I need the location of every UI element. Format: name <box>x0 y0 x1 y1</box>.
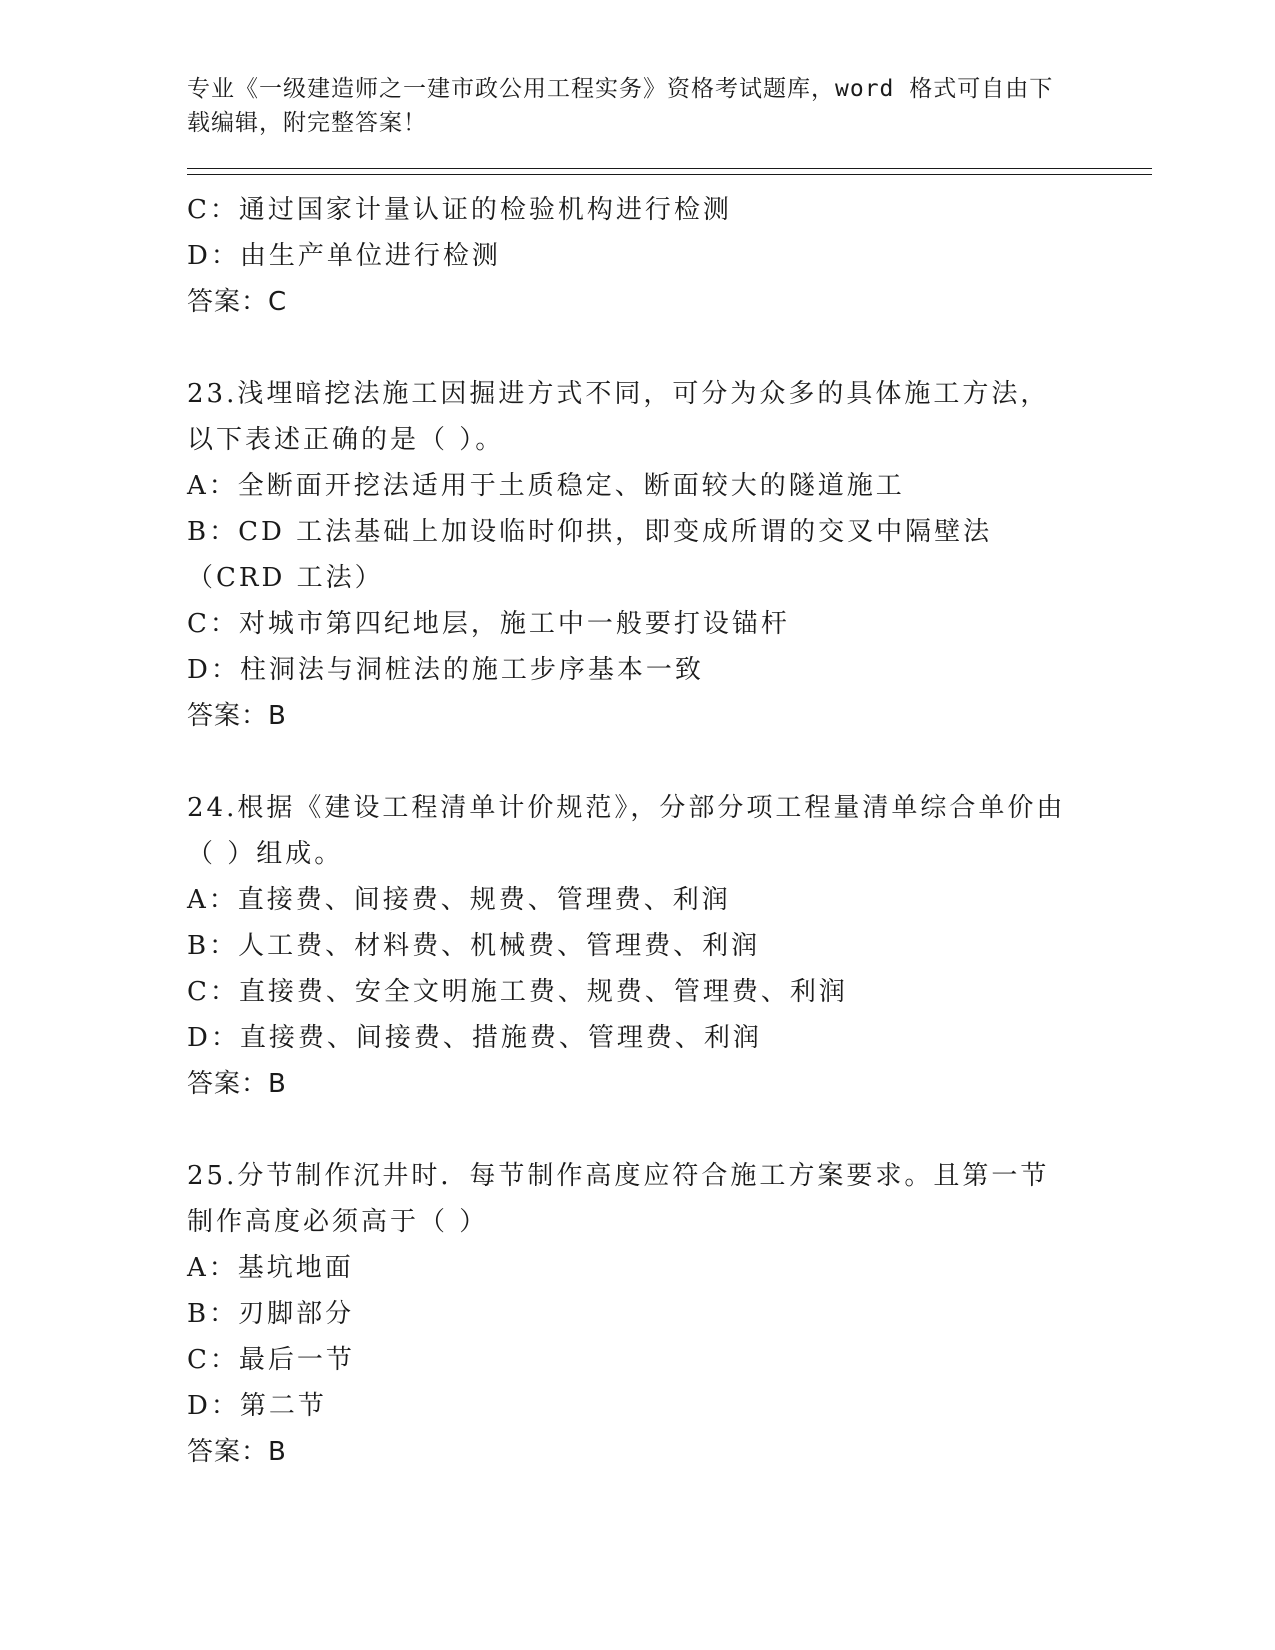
document-header: 专业《一级建造师之一建市政公用工程实务》资格考试题库，word 格式可自由下载编辑，附完整答案！ <box>187 76 1054 136</box>
option-a: A：全断面开挖法适用于土质稳定、断面较大的隧道施工 <box>187 471 905 501</box>
option-b: B：人工费、材料费、机械费、管理费、利润 <box>187 931 761 961</box>
question-content <box>187 187 1067 1475</box>
option-c: C：直接费、安全文明施工费、规费、管理费、利润 <box>187 977 848 1007</box>
answer: 答案：B <box>187 1069 287 1099</box>
option-d: D：直接费、间接费、措施费、管理费、利润 <box>187 1023 762 1053</box>
spacer <box>187 1107 1067 1153</box>
option-a: A：直接费、间接费、规费、管理费、利润 <box>187 885 731 915</box>
question-stem: 23.浅埋暗挖法施工因掘进方式不同，可分为众多的具体施工方法，以下表述正确的是（ ）。 <box>187 379 1050 455</box>
option-a: A：基坑地面 <box>187 1253 354 1283</box>
question-24 <box>187 785 1067 1107</box>
option-b: B：刃脚部分 <box>187 1299 355 1329</box>
option-d: D：由生产单位进行检测 <box>187 241 501 271</box>
option-c: C：通过国家计量认证的检验机构进行检测 <box>187 195 732 225</box>
answer: 答案：B <box>187 1437 287 1467</box>
answer: 答案：C <box>187 287 288 317</box>
document-page <box>187 72 1152 1475</box>
option-c: C：对城市第四纪地层，施工中一般要打设锚杆 <box>187 609 790 639</box>
spacer <box>187 325 1067 371</box>
question-25 <box>187 1153 1067 1475</box>
answer: 答案：B <box>187 701 287 731</box>
question-stem: 25.分节制作沉井时．每节制作高度应符合施工方案要求。且第一节制作高度必须高于（ ） <box>187 1161 1050 1237</box>
option-d: D：柱洞法与洞桩法的施工步序基本一致 <box>187 655 704 685</box>
question-22-continuation <box>187 187 1067 325</box>
spacer <box>187 739 1067 785</box>
question-23 <box>187 371 1067 739</box>
option-c: C：最后一节 <box>187 1345 355 1375</box>
question-stem: 24.根据《建设工程清单计价规范》，分部分项工程量清单综合单价由（ ）组成。 <box>187 793 1066 869</box>
header-double-rule <box>187 168 1152 175</box>
option-b: B：CD 工法基础上加设临时仰拱，即变成所谓的交叉中隔壁法（CRD 工法） <box>187 517 993 593</box>
option-d: D：第二节 <box>187 1391 327 1421</box>
